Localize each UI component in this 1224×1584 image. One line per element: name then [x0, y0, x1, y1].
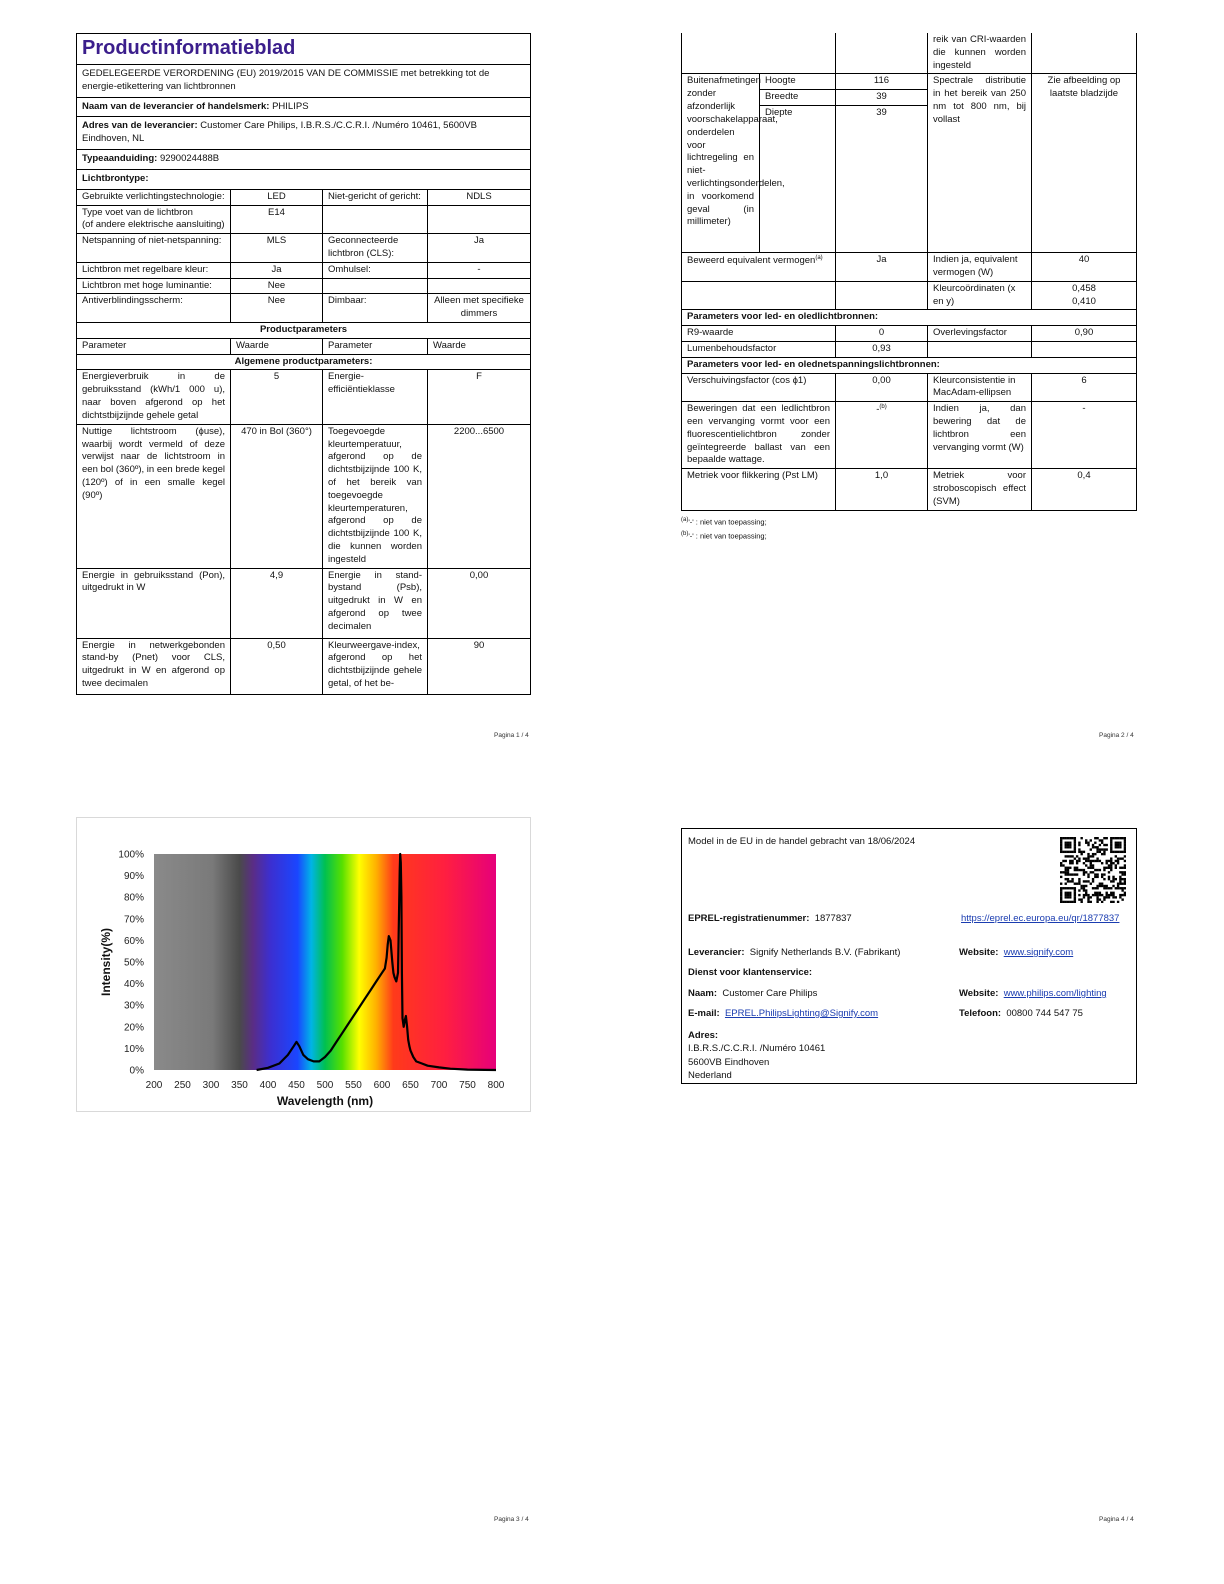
- rows_b-label: Energie in gebruiksstand (Pon), uitgedrukt in W: [77, 568, 231, 638]
- address-line-3: Nederland: [688, 1069, 732, 1081]
- x-tick-label: 750: [459, 1080, 476, 1091]
- survival-label: Overlevingsfactor: [928, 326, 1032, 342]
- eprel-row: [688, 913, 852, 926]
- flicker-value: 1,0: [836, 469, 928, 510]
- rows_a-label: Niet-gericht of gericht:: [323, 189, 428, 205]
- rows_b-label: Energie in stand-bystand (Psb), uitgedrukt in W en afgerond op twee decimalen: [323, 568, 428, 638]
- service-name-label: Naam:: [688, 988, 718, 999]
- x-tick-label: 200: [145, 1080, 163, 1091]
- rows_b-value: F: [428, 370, 531, 424]
- product-params-heading: Productparameters: [77, 323, 531, 339]
- svm-label: Metriek voor stroboscopisch effect (SVM): [928, 469, 1032, 510]
- rows_b-label: Energieverbruik in de gebruiksstand (kWh/1 000 u), naar boven afgerond op het dichtstbijzijnde gehele getal: [77, 370, 231, 424]
- website-row: [959, 947, 1073, 960]
- dim-width-value: 39: [836, 90, 928, 106]
- x-tick-label: 650: [402, 1080, 419, 1091]
- rows_b-value: 2200...6500: [428, 424, 531, 568]
- email-link[interactable]: EPREL.PhilipsLighting@Signify.com: [724, 1008, 879, 1019]
- eprel-info-box: [681, 828, 1137, 1084]
- cri-range-continued: reik van CRI-waarden die kunnen worden ingesteld: [928, 33, 1032, 74]
- address-label: Adres:: [688, 1030, 719, 1041]
- spectral-distribution-chart: [76, 817, 531, 1112]
- rows_a-row: [77, 278, 531, 294]
- y-tick-label: 30%: [123, 1000, 144, 1012]
- regulation-subtitle: GEDELEGEERDE VERORDENING (EU) 2019/2015 VAN DE COMMISSIE met betrekking tot de energie-etikettering van lichtbronnen: [77, 65, 531, 98]
- replacement-claim-value: -$^{(b)}$: [836, 402, 928, 469]
- x-tick-label: 450: [288, 1080, 305, 1091]
- supplier-name-row: [77, 97, 531, 117]
- dim-depth-label: Diepte: [760, 106, 836, 253]
- y-tick-label: 40%: [123, 979, 144, 991]
- model-label: Typeaanduiding:: [82, 153, 158, 165]
- x-axis-label: Wavelength (nm): [276, 1094, 374, 1108]
- spectral-label: Spectrale distributie in het bereik van 250 nm tot 800 nm, bij vollast: [928, 74, 1032, 253]
- y-tick-label: 50%: [123, 957, 144, 969]
- qr-code-icon[interactable]: [1060, 837, 1126, 903]
- flicker-label: Metriek voor flikkering (Pst LM): [682, 469, 836, 510]
- supplier-address-label: Adres van de leverancier:: [82, 120, 198, 132]
- rows_a-value: E14: [231, 205, 323, 234]
- dim-height-label: Hoogte: [760, 74, 836, 90]
- supplier-address-value: Customer Care Philips, I.B.R.S./C.C.R.I. /Numéro 10461, 5600VB Eindhoven, NL: [82, 120, 477, 145]
- phone-label: Telefoon:: [959, 1008, 1002, 1019]
- rows_a-label: Netspanning of niet-netspanning:: [77, 234, 231, 263]
- r9-value: 0: [836, 326, 928, 342]
- equivalent-power-value: Ja: [836, 253, 928, 282]
- phone-value: 00800 744 547 75: [1006, 1008, 1083, 1019]
- rows_a-value: Alleen met specifieke dimmers: [428, 294, 531, 323]
- y-tick-label: 60%: [123, 935, 144, 947]
- lumen-maintenance-label: Lumenbehoudsfactor: [682, 341, 836, 357]
- page-number: Pagina 3 / 4: [494, 1516, 529, 1523]
- rows_b-row: [77, 370, 531, 424]
- page-number: Pagina 1 / 4: [494, 732, 529, 739]
- product-info-table: [76, 64, 531, 695]
- x-tick-label: 800: [487, 1080, 505, 1091]
- rows_a-value: [428, 278, 531, 294]
- rows_a-label: Omhulsel:: [323, 262, 428, 278]
- y-tick-label: 100%: [118, 849, 144, 861]
- email-label: E-mail:: [688, 1008, 720, 1019]
- supplier-address-row: [77, 117, 531, 150]
- dimensions-label: Buitenafmetingen zonder afzonderlijk voorschakelapparaat, onderdelen voor lichtregeling en niet-verlichtingsonderdelen, in voorkomend geval (in millimeter): [682, 74, 760, 253]
- model-row: [77, 150, 531, 170]
- equivalent-watt-value: 40: [1032, 253, 1137, 282]
- dim-width-label: Breedte: [760, 90, 836, 106]
- website-label: Website:: [959, 947, 999, 958]
- website-link[interactable]: www.signify.com: [1003, 947, 1074, 958]
- col-header-param: Parameter: [77, 338, 231, 354]
- address-line-2: 5600VB Eindhoven: [688, 1056, 770, 1068]
- address-block: [688, 1029, 825, 1082]
- rows_a-row: [77, 294, 531, 323]
- y-tick-label: 10%: [123, 1043, 144, 1055]
- svm-value: 0,4: [1032, 469, 1137, 510]
- x-tick-label: 300: [202, 1080, 220, 1091]
- footnotes: [681, 515, 1137, 545]
- rows_a-label: Geconnecteerde lichtbron (CLS):: [323, 234, 428, 263]
- rows_a-row: [77, 189, 531, 205]
- rows_a-value: Nee: [231, 294, 323, 323]
- chromaticity-x: 0,458: [1072, 282, 1096, 294]
- col-header-param: Parameter: [323, 338, 428, 354]
- replacement-watt-label: Indien ja, dan bewering dat de lichtbron een vervanging vormt (W): [928, 402, 1032, 469]
- rows_b-value: 4,9: [231, 568, 323, 638]
- rows_a-value: -: [428, 262, 531, 278]
- rows_a-row: [77, 262, 531, 278]
- footnote-b: $^{(b)}$'-' : niet van toepassing;: [681, 531, 767, 541]
- equivalent-power-label: Beweerd equivalent vermogen$^{(a)}$: [682, 253, 836, 282]
- eprel-link[interactable]: https://eprel.ec.europa.eu/qr/1877837: [961, 913, 1120, 924]
- page-number: Pagina 2 / 4: [1099, 732, 1134, 739]
- website2-link[interactable]: www.philips.com/lighting: [1003, 988, 1107, 999]
- rows_b-label: Nuttige lichtstroom (ϕuse), waarbij wordt vermeld of deze verwijst naar de lichtstroom in een bol (360º), in een brede kegel (120º) of in een smalle kegel (90º): [77, 424, 231, 568]
- spectral-value: Zie afbeelding op laatste bladzijde: [1032, 74, 1137, 253]
- rows_b-value: 5: [231, 370, 323, 424]
- rows_b-value: 90: [428, 638, 531, 694]
- eprel-label: EPREL-registratienummer:: [688, 913, 810, 924]
- dim-depth-value: 39: [836, 106, 928, 253]
- col-header-value: Waarde: [428, 338, 531, 354]
- rows_a-value: LED: [231, 189, 323, 205]
- x-tick-label: 400: [259, 1080, 277, 1091]
- rows_b-row: [77, 638, 531, 694]
- x-tick-label: 700: [430, 1080, 448, 1091]
- footnote-a: $^{(a)}$'-' : niet van toepassing;: [681, 516, 767, 527]
- led-params-heading: Parameters voor led- en oledlichtbronnen:: [682, 310, 1137, 326]
- macadam-value: 6: [1032, 373, 1137, 402]
- rows_a-label: Dimbaar:: [323, 294, 428, 323]
- model-value: 929002448​8B: [159, 153, 220, 165]
- x-tick-label: 600: [373, 1080, 391, 1091]
- rows_a-label: Type voet van de lichtbron (of andere elektrische aansluiting): [77, 205, 231, 234]
- note-a-ref: (a): [815, 255, 823, 262]
- phone-row: [959, 1008, 1083, 1021]
- r9-label: R9-waarde: [682, 326, 836, 342]
- rows_a-value: Ja: [231, 262, 323, 278]
- y-tick-label: 0%: [129, 1065, 144, 1077]
- page-2: [681, 33, 1137, 739]
- dim-height-value: 116: [836, 74, 928, 90]
- mains-params-heading: Parameters voor led- en olednetspanningslichtbronnen:: [682, 357, 1137, 373]
- y-tick-label: 90%: [123, 871, 144, 883]
- rows_a-value: Ja: [428, 234, 531, 263]
- rows_b-value: 0,00: [428, 568, 531, 638]
- rows_b-label: Toegevoegde kleurtemperatuur, afgerond op de dichtstbijzijnde 100 K, of het bereik van toegevoegde kleurtemperaturen, afgerond op de dichtstbijzijnde 100 K, die kunnen worden ingesteld: [323, 424, 428, 568]
- rows_a-label: [323, 278, 428, 294]
- x-tick-label: 250: [174, 1080, 191, 1091]
- y-tick-label: 70%: [123, 914, 144, 926]
- page-3: [76, 817, 531, 1112]
- page-1: [76, 33, 531, 739]
- supplier-row: [688, 947, 900, 960]
- page-number: Pagina 4 / 4: [1099, 1516, 1134, 1523]
- website2-label: Website:: [959, 988, 999, 999]
- y-axis-label: Intensity(%): [99, 927, 113, 997]
- chromaticity-label: Kleurcoördinaten (x en y): [928, 281, 1032, 310]
- y-tick-label: 80%: [123, 892, 144, 904]
- rows_a-row: [77, 234, 531, 263]
- email-row: [688, 1008, 878, 1021]
- chromaticity-values: [1032, 281, 1137, 310]
- website2-row: [959, 988, 1107, 1001]
- service-name-row: [688, 988, 817, 1001]
- displacement-factor-value: 0,00: [836, 373, 928, 402]
- spectrum-background: [154, 854, 496, 1070]
- page-4: [681, 828, 1137, 1084]
- survival-value: 0,90: [1032, 326, 1137, 342]
- x-tick-label: 500: [316, 1080, 334, 1091]
- service-heading: Dienst voor klantenservice:: [688, 967, 813, 978]
- rows_a-label: Lichtbron met hoge luminantie:: [77, 278, 231, 294]
- general-params-heading: Algemene productparameters:: [77, 354, 531, 370]
- rows_b-label: Energie-efficiëntieklasse: [323, 370, 428, 424]
- rows_b-label: Energie in netwerkgebonden stand-by (Pnet) voor CLS, uitgedrukt in W en afgerond op twee decimalen: [77, 638, 231, 694]
- rows_a-value: MLS: [231, 234, 323, 263]
- x-tick-label: 550: [345, 1080, 362, 1091]
- service-name-value: Customer Care Philips: [722, 988, 818, 999]
- light-source-type-label: Lichtbrontype:: [77, 169, 531, 189]
- rows_b-row: [77, 568, 531, 638]
- displacement-factor-label: Verschuivingsfactor (cos ϕ1): [682, 373, 836, 402]
- rows_b-value: 470 in Bol (360°): [231, 424, 323, 568]
- rows_a-value: [428, 205, 531, 234]
- model-date-text: Model in de EU in de handel gebracht van 18/06/2024: [688, 836, 916, 847]
- rows_a-label: Lichtbron met regelbare kleur:: [77, 262, 231, 278]
- chromaticity-y: 0,410: [1072, 295, 1096, 307]
- supplier-name-label: Naam van de leverancier of handelsmerk:: [82, 100, 270, 112]
- rows_a-label: [323, 205, 428, 234]
- lumen-maintenance-value: 0,93: [836, 341, 928, 357]
- note-b-ref: (b): [879, 404, 887, 411]
- rows_b-value: 0,50: [231, 638, 323, 694]
- supplier-name-value: PHILIPS: [272, 100, 309, 112]
- rows_b-row: [77, 424, 531, 568]
- rows_a-value: Nee: [231, 278, 323, 294]
- rows_b-label: Kleurweergave-index, afgerond op het dichtstbijzijnde gehele getal, of het be-: [323, 638, 428, 694]
- x-tick-label: 350: [231, 1080, 248, 1091]
- product-info-table-continued: [681, 33, 1137, 511]
- rows_a-label: Antiverblindingsscherm:: [77, 294, 231, 323]
- macadam-label: Kleurconsistentie in MacAdam-ellipsen: [928, 373, 1032, 402]
- rows_a-row: [77, 205, 531, 234]
- rows_a-label: Gebruikte verlichtingstechnologie:: [77, 189, 231, 205]
- equivalent-watt-label: Indien ja, equivalent vermogen (W): [928, 253, 1032, 282]
- col-header-value: Waarde: [231, 338, 323, 354]
- supplier-label: Leverancier:: [688, 947, 745, 958]
- address-line-1: I.B.R.S./C.C.R.I. /Numéro 10461: [688, 1043, 826, 1055]
- document-title: Productinformatieblad: [76, 33, 531, 64]
- eprel-value: 1877837: [814, 913, 852, 924]
- replacement-claim-label: Beweringen dat een ledlichtbron een vervanging vormt voor een fluorescentielichtbron zonder geïntegreerde ballast van een bepaalde wattage.: [682, 402, 836, 469]
- y-tick-label: 20%: [123, 1022, 144, 1034]
- replacement-watt-value: -: [1032, 402, 1137, 469]
- supplier-value: Signify Netherlands B.V. (Fabrikant): [749, 947, 901, 958]
- rows_a-value: NDLS: [428, 189, 531, 205]
